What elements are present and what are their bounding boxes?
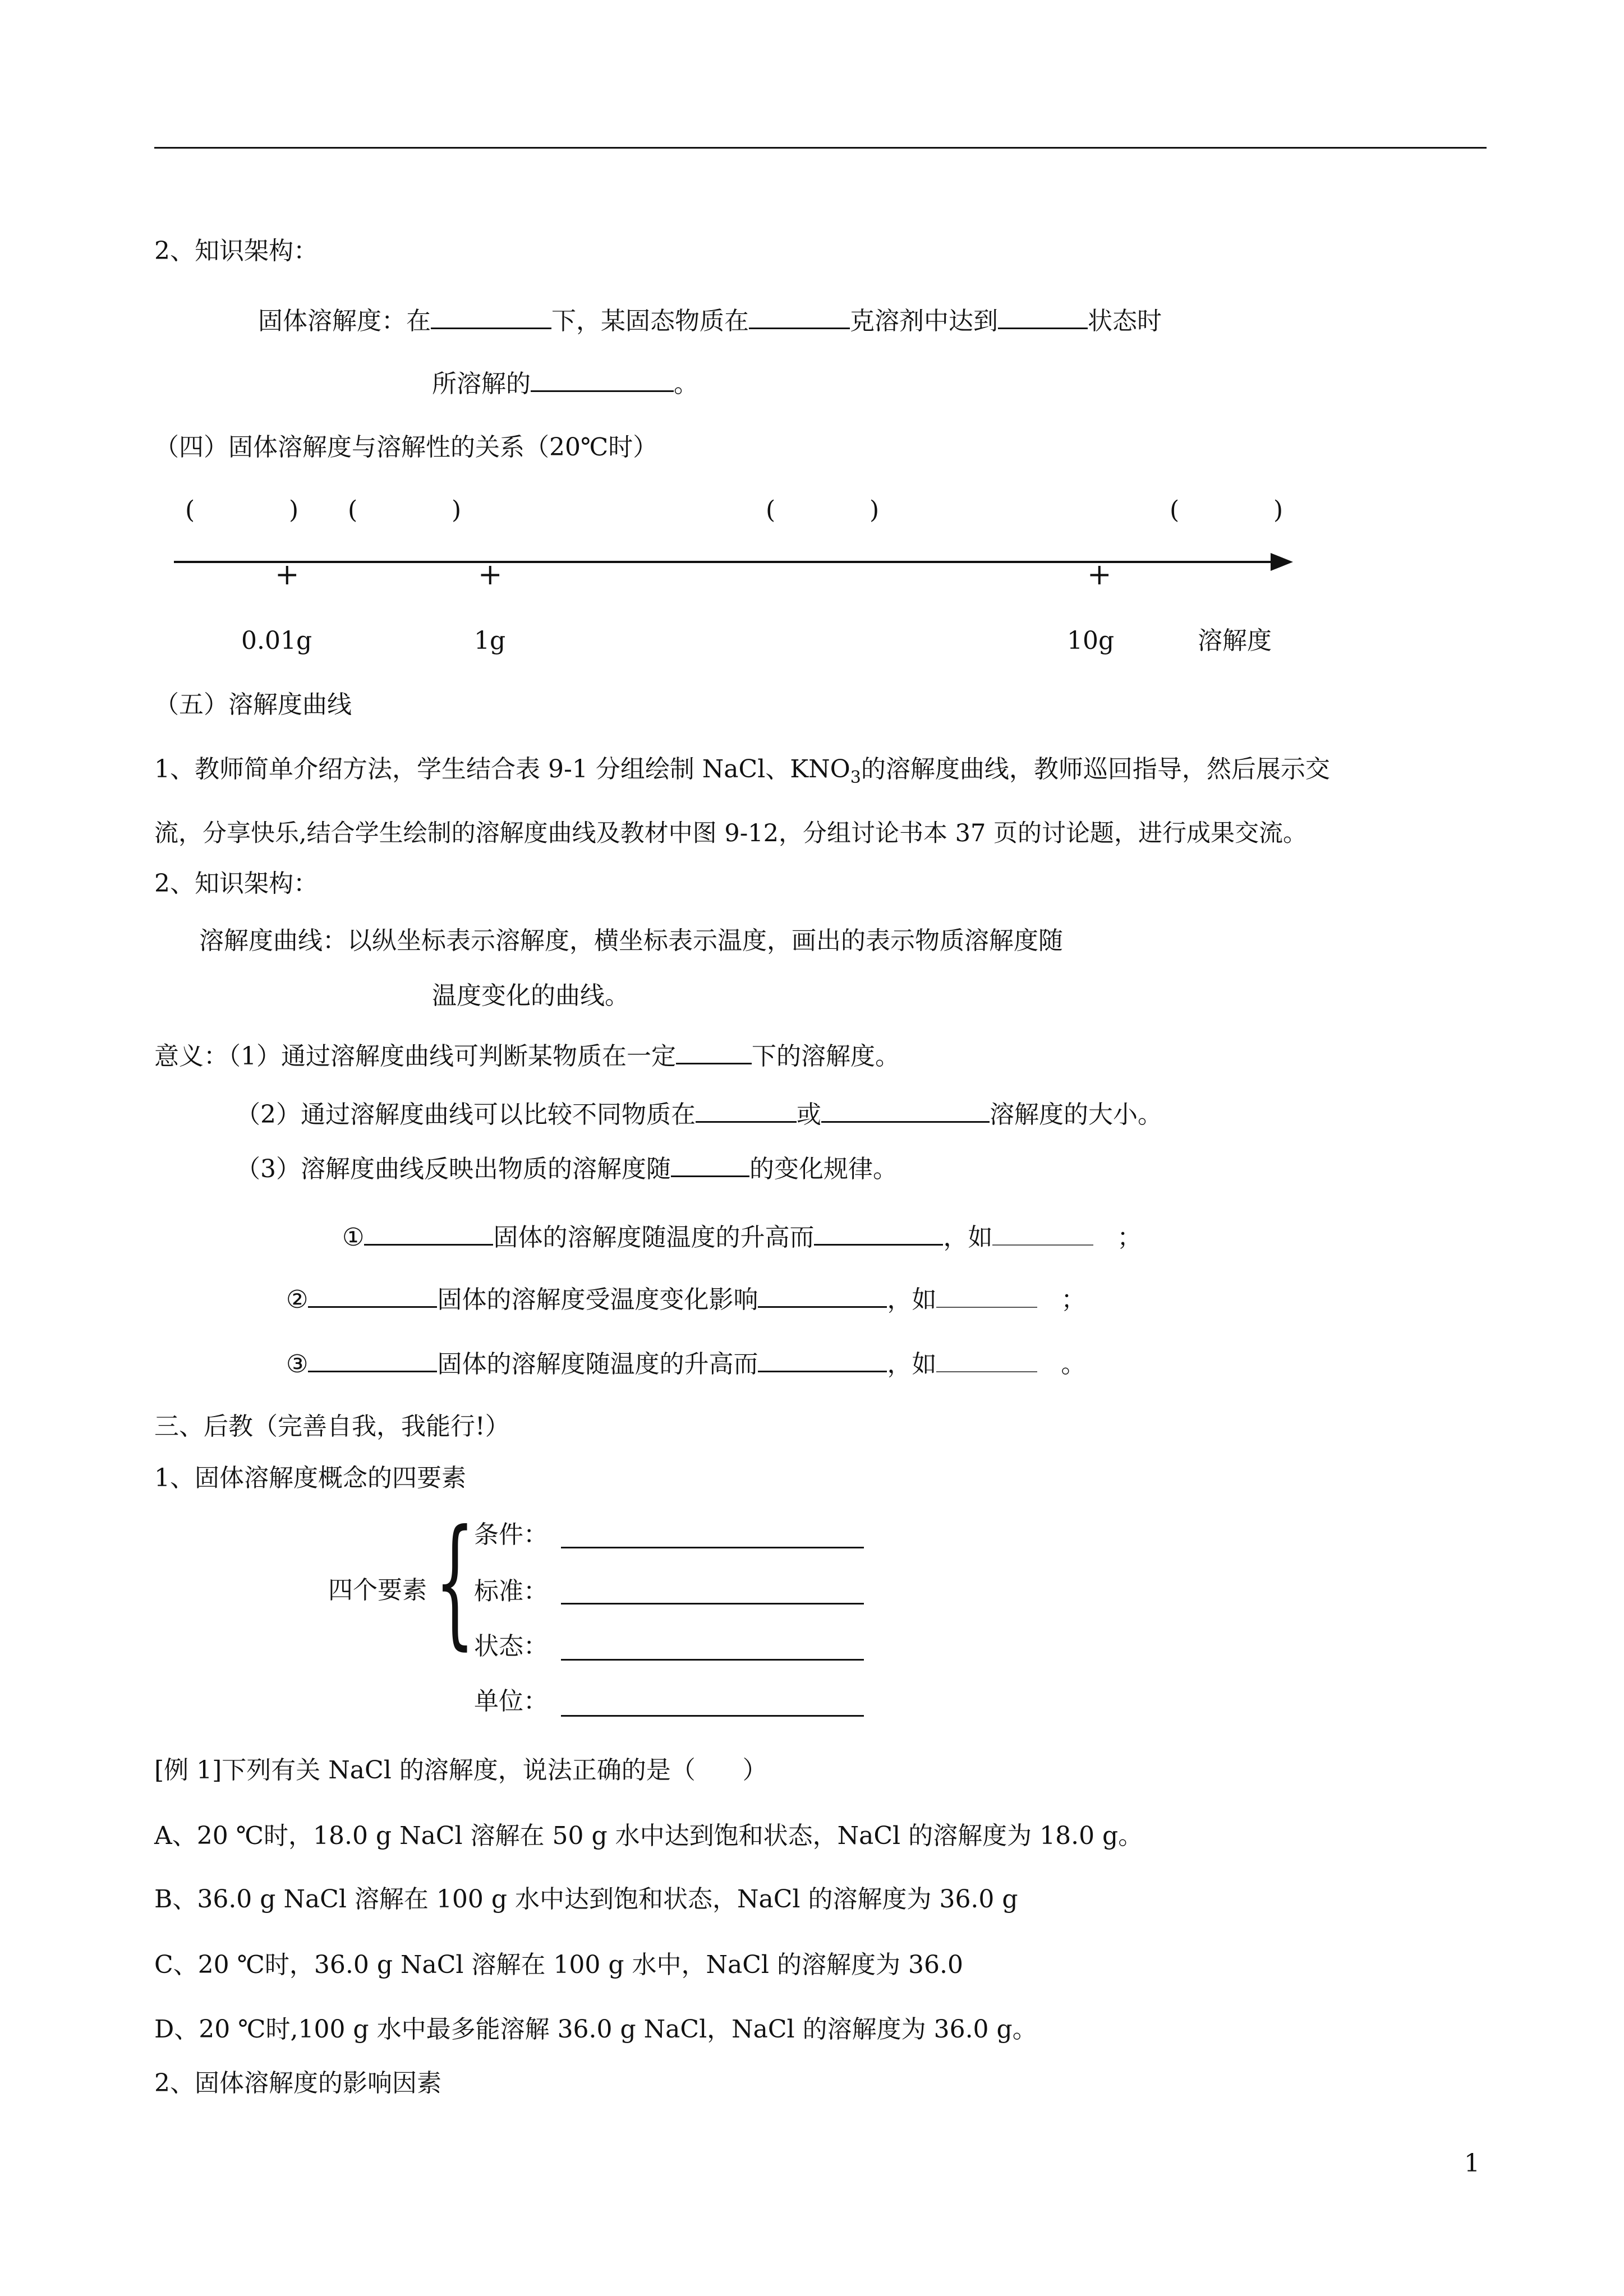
section-title: （五）溶解度曲线 xyxy=(154,690,352,719)
element-answer-line[interactable] xyxy=(561,1603,864,1605)
fill-blank[interactable] xyxy=(821,1095,990,1123)
meaning-3 xyxy=(236,1150,898,1186)
text: ① xyxy=(342,1223,365,1252)
page-number: 1 xyxy=(1464,2149,1480,2178)
element-label: 单位： xyxy=(474,1687,548,1716)
text: 下，某固态物质在 xyxy=(551,307,749,335)
tick-label: 1g xyxy=(474,626,506,655)
text: 。 xyxy=(674,370,698,398)
meaning-1 xyxy=(154,1037,900,1073)
fill-blank[interactable] xyxy=(308,1280,437,1308)
text: 的变化规律。 xyxy=(749,1155,898,1183)
question-title: 1、固体溶解度概念的四要素 xyxy=(154,1464,466,1492)
fill-blank[interactable] xyxy=(696,1095,797,1123)
fill-blank[interactable] xyxy=(758,1345,887,1372)
element-answer-line[interactable] xyxy=(561,1659,864,1661)
question-title: 2、固体溶解度的影响因素 xyxy=(154,2069,441,2097)
text: 克溶剂中达到 xyxy=(850,307,998,335)
option-c[interactable]: C、20 ℃时，36.0 g NaCl 溶解在 100 g 水中，NaCl 的溶解度为 36.0 xyxy=(154,1951,963,1979)
answer-paren[interactable]: ( ) xyxy=(185,496,299,524)
example-title: [例 1]下列有关 NaCl 的溶解度，说法正确的是（ ） xyxy=(154,1756,767,1785)
curve-definition: 温度变化的曲线。 xyxy=(432,981,629,1010)
text: 下的溶解度。 xyxy=(752,1042,900,1071)
paragraph-line: 流，分享快乐,结合学生绘制的溶解度曲线及教材中图 9-12，分组讨论书本 37 页的讨论题，进行成果交流。 xyxy=(154,819,1307,847)
brace-icon: { xyxy=(435,1500,475,1663)
text: 1、教师简单介绍方法，学生结合表 9-1 分组绘制 NaCl、KNO xyxy=(154,755,850,783)
answer-paren[interactable]: ( ) xyxy=(1170,496,1283,524)
fill-blank[interactable] xyxy=(308,1345,437,1372)
text: 固体溶解度：在 xyxy=(258,307,431,335)
fill-blank[interactable] xyxy=(676,1037,752,1064)
text: ，如 xyxy=(887,1350,937,1378)
text: 溶解度的大小。 xyxy=(990,1100,1162,1129)
meaning-2 xyxy=(236,1095,1162,1132)
text: （2）通过溶解度曲线可以比较不同物质在 xyxy=(236,1100,696,1129)
text: 状态时 xyxy=(1088,307,1162,335)
text: 固体的溶解度随温度的升高而 xyxy=(437,1350,758,1378)
tick-label: 0.01g xyxy=(241,626,312,655)
curve-case-1 xyxy=(342,1218,1142,1255)
fill-blank[interactable] xyxy=(671,1150,749,1177)
fill-blank[interactable] xyxy=(936,1281,1037,1308)
axis-label: 溶解度 xyxy=(1198,626,1272,655)
fill-blank[interactable] xyxy=(992,1219,1093,1246)
section-title: 2、知识架构： xyxy=(154,869,318,898)
text: 意义：（1）通过溶解度曲线可判断某物质在一定 xyxy=(154,1042,676,1071)
section-title: 2、知识架构： xyxy=(154,237,318,265)
fill-blank[interactable] xyxy=(749,302,850,329)
option-d[interactable]: D、20 ℃时,100 g 水中最多能溶解 36.0 g NaCl，NaCl 的溶解度为 36.0 g。 xyxy=(154,2015,1037,2044)
text: ，如 xyxy=(887,1285,937,1314)
axis-tick: + xyxy=(1087,558,1112,592)
element-label: 标准： xyxy=(474,1577,548,1606)
paragraph-line xyxy=(154,753,1330,795)
text: ； xyxy=(1061,1285,1086,1314)
definition-line-1 xyxy=(258,302,1162,338)
fill-blank[interactable] xyxy=(998,302,1088,329)
fill-blank[interactable] xyxy=(814,1218,943,1246)
option-a[interactable]: A、20 ℃时，18.0 g NaCl 溶解在 50 g 水中达到饱和状态，NaCl 的溶解度为 18.0 g。 xyxy=(154,1822,1143,1850)
text: ② xyxy=(286,1285,309,1314)
curve-case-2 xyxy=(286,1280,1085,1317)
four-elements-label: 四个要素 xyxy=(328,1576,427,1605)
text: 或 xyxy=(797,1100,821,1129)
answer-paren[interactable]: ( ) xyxy=(348,496,462,524)
fill-blank[interactable] xyxy=(531,365,674,392)
element-label: 条件： xyxy=(474,1520,548,1549)
text: ； xyxy=(1117,1223,1142,1252)
fill-blank[interactable] xyxy=(936,1345,1037,1372)
section-title: （四）固体溶解度与溶解性的关系（20℃时） xyxy=(154,433,658,462)
option-b[interactable]: B、36.0 g NaCl 溶解在 100 g 水中达到饱和状态，NaCl 的溶解度为 36.0 g xyxy=(154,1885,1018,1914)
axis-tick: + xyxy=(478,558,503,592)
answer-paren[interactable]: ( ) xyxy=(766,496,880,524)
text: 固体的溶解度随温度的升高而 xyxy=(493,1223,815,1252)
element-answer-line[interactable] xyxy=(561,1547,864,1548)
text: 的溶解度曲线，教师巡回指导，然后展示交 xyxy=(861,755,1330,783)
text: 固体的溶解度受温度变化影响 xyxy=(437,1285,758,1314)
definition-line-2 xyxy=(432,365,698,401)
curve-definition: 溶解度曲线：以纵坐标表示溶解度，横坐标表示温度，画出的表示物质溶解度随 xyxy=(199,926,1063,955)
axis-arrow-icon xyxy=(1271,553,1293,571)
fill-blank[interactable] xyxy=(431,302,551,329)
element-label: 状态： xyxy=(474,1632,548,1661)
text: ③ xyxy=(286,1350,309,1378)
tick-label: 10g xyxy=(1067,626,1115,655)
text: ，如 xyxy=(943,1223,993,1252)
curve-case-3 xyxy=(286,1345,1085,1381)
text: （3）溶解度曲线反映出物质的溶解度随 xyxy=(236,1155,671,1183)
text: 。 xyxy=(1061,1350,1086,1378)
fill-blank[interactable] xyxy=(364,1218,493,1246)
fill-blank[interactable] xyxy=(758,1280,887,1308)
axis-tick: + xyxy=(275,558,300,592)
section-title: 三、后教（完善自我，我能行!） xyxy=(154,1412,510,1441)
element-answer-line[interactable] xyxy=(561,1715,864,1717)
subscript: 3 xyxy=(850,767,861,787)
text: 所溶解的 xyxy=(432,370,531,398)
header-rule xyxy=(154,147,1487,149)
